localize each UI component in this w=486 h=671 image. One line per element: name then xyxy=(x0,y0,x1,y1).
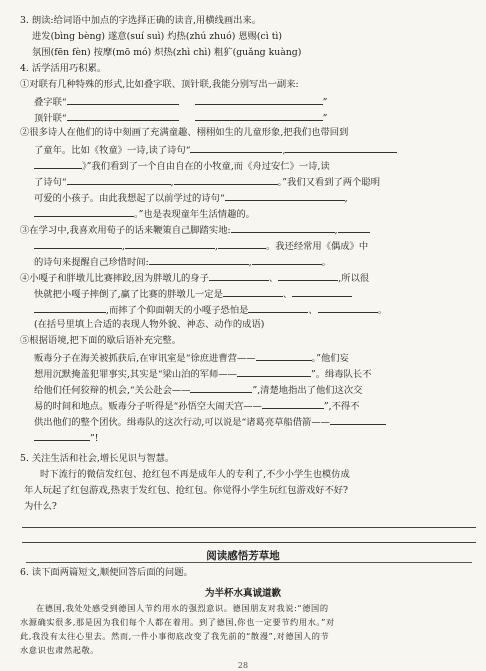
answer-line[interactable] xyxy=(22,527,476,528)
q4-s5-l6-text: 供出他们的整个团伙。缉毒队的这次行动,可以说是“诸葛亮草船借箭—— xyxy=(34,417,330,428)
answer-blank[interactable] xyxy=(125,238,215,249)
answer-blank[interactable] xyxy=(190,382,252,393)
answer-blank[interactable] xyxy=(67,174,171,185)
q5-l1: 时下流行的微信发红包、抢红包不再是成年人的专利了,不少小学生也模仿成 xyxy=(40,469,350,480)
section-divider xyxy=(26,562,472,563)
answer-blank[interactable] xyxy=(34,238,122,249)
quote-close: ” xyxy=(322,97,328,108)
q4-s5-l2-tail: 。”他们妄 xyxy=(311,353,349,364)
q4-s5-l4-text: 给他们任何狡辩的机会,“关公赴会—— xyxy=(34,385,191,396)
q4-s5-l5 xyxy=(34,398,478,414)
answer-blank[interactable] xyxy=(223,286,283,297)
q4-s4-hint: (在括号里填上合适的表现人物外貌、神态、动作的成语) xyxy=(34,319,265,330)
answer-blank[interactable] xyxy=(330,414,386,425)
article-p4: 水意识也肃然起敬。 xyxy=(20,645,100,655)
article-title: 为半杯水真诚道歉 xyxy=(204,588,281,599)
q4-s2-l5-text: 可爱的小孩子。由此我想起了以前学过的诗句“ xyxy=(34,193,225,204)
answer-line[interactable] xyxy=(22,542,476,543)
answer-blank[interactable] xyxy=(225,190,345,201)
q4-s5-l4-tail: ”,清楚地指出了他们这次交 xyxy=(252,385,363,396)
q4-s3-l1-text: ③在学习中,我喜欢用荀子的话来鞭策自己脚踏实地: xyxy=(20,225,231,236)
q4-s1-intro: ①对联有几种特殊的形式,比如叠字联、顶针联,我能分别写出一副来: xyxy=(20,79,299,90)
article-p2: 水源确实很多,那是因为我们每个人都在着用。到了德国,你也一定要节约用水。”对 xyxy=(20,617,335,627)
answer-blank[interactable] xyxy=(34,158,82,169)
q4-s1-a-line xyxy=(34,94,478,110)
q4-s5-l3 xyxy=(34,366,478,382)
q4-s1-a-label: 叠字联“ xyxy=(34,97,67,108)
q4-s2-l6-text: 。”也是表现童年生活情趣的。 xyxy=(134,209,255,220)
answer-blank[interactable] xyxy=(174,174,278,185)
quote-close: ” xyxy=(322,113,328,124)
answer-blank[interactable] xyxy=(34,206,134,217)
answer-blank[interactable] xyxy=(248,302,308,313)
q4-s5-l2 xyxy=(34,350,478,366)
article-p3: 此,我没有太往心里去。然而,一件小事彻底改变了我先前的“散漫”,对德国人的节 xyxy=(20,631,330,641)
q4-s5-l3-tail: ”。缉毒队长不 xyxy=(310,369,372,380)
answer-blank[interactable] xyxy=(278,270,338,281)
q4-s4-l3: ,而摔了个仰面朝天的小嘎子恐怕是 、 。 xyxy=(34,302,478,318)
q4-s4-l2-text: 快就把小嘎子摔倒了,赢了比赛的胖墩儿一定是 xyxy=(34,289,223,300)
q6-title: 6. 读下面两篇短文,顺便回答后面的问题。 xyxy=(20,567,193,578)
q4-s4-l1-text: ④小嘎子和胖墩儿比赛摔跤,因为胖墩儿的身子 xyxy=(20,273,209,284)
answer-blank[interactable] xyxy=(34,430,90,441)
q4-s5-l2-text: 贩毒分子在海关被抓获后,在审讯室是“徐庶进曹营—— xyxy=(34,353,256,364)
q4-s5-l7-text: ”! xyxy=(90,433,99,444)
answer-blank[interactable] xyxy=(67,94,179,105)
q5-l2: 年人玩起了红包游戏,热衷于发红包、抢红包。你觉得小学生玩红包游戏好不好? xyxy=(24,485,349,496)
q4-s1-b-label: 顶针联“ xyxy=(34,113,67,124)
q4-s2-l4-tail: 。”我们又看到了两个聪明 xyxy=(277,177,380,188)
q3-row2: 氛围(fēn fèn) 按摩(mō mó) 炽热(zhì chì) 粗犷(guǎng kuàng) xyxy=(32,47,302,58)
q4-s5-l4 xyxy=(34,382,478,398)
q4-s4-l1: ④小嘎子和胖墩儿比赛摔跤,因为胖墩儿的身子 、 ,所以很 xyxy=(20,270,478,286)
answer-blank[interactable] xyxy=(231,222,335,233)
answer-blank[interactable] xyxy=(218,238,266,249)
q4-s2-l2-text: 了童年。比如《牧童》一诗,读了诗句“ xyxy=(34,145,191,156)
answer-blank[interactable] xyxy=(34,302,106,313)
q4-s5-l7 xyxy=(34,430,478,446)
q4-s2-l4-text: 了诗句“ xyxy=(34,177,67,188)
article-p1: 在德国,我处处感受到德国人节约用水的强烈意识。德国朋友对我说:“德国的 xyxy=(36,603,329,613)
q4-s1-b-line xyxy=(34,110,478,126)
q4-s5-l5-text: 易的时间和地点。贩毒分子听得是“孙悟空大闹天宫—— xyxy=(34,401,262,412)
answer-blank[interactable] xyxy=(292,286,352,297)
q4-s2-l3 xyxy=(34,158,478,174)
q4-s2-l5: 可爱的小孩子。由此我想起了以前学过的诗句“ , xyxy=(34,190,478,206)
q4-s5-title: ⑤根据语境,把下面的歇后语补充完整。 xyxy=(20,335,182,346)
q4-s2-l3-text: 》”我们看到了一个自由自在的小牧童,而《舟过安仁》一诗,读 xyxy=(82,161,330,172)
q4-s3-l2: , , 。我还经常用《偶成》中 xyxy=(34,238,478,254)
q4-s3-l3: 的诗句来提醒自己珍惜时间: , 。 xyxy=(34,254,478,270)
q4-s2-l2: 了童年。比如《牧童》一诗,读了诗句“ , xyxy=(34,142,478,158)
q4-s4-l3-text: ,而摔了个仰面朝天的小嘎子恐怕是 xyxy=(106,305,249,316)
q4-s5-l3-text: 想用沉默掩盖犯罪事实,其实是“梁山泊的军师—— xyxy=(34,369,237,380)
q4-s4-l1-tail: ,所以很 xyxy=(338,273,370,284)
answer-blank[interactable] xyxy=(256,350,312,361)
q4-title: 4. 活学活用巧积累。 xyxy=(20,63,107,74)
answer-blank[interactable] xyxy=(252,254,322,265)
q4-s2-l1: ②很多诗人在他们的诗中刻画了充满童趣、栩栩如生的儿童形象,把我们也带回到 xyxy=(20,127,349,138)
answer-blank[interactable] xyxy=(262,398,324,409)
q4-s5-l6 xyxy=(34,414,478,430)
answer-blank[interactable] xyxy=(195,110,323,121)
q4-s3-l3-text: 的诗句来提醒自己珍惜时间: xyxy=(34,257,149,268)
q5-l3: 为什么? xyxy=(24,501,57,512)
q4-s3-l2-text: 。我还经常用《偶成》中 xyxy=(265,241,369,252)
section-title: 阅读感悟芳草地 xyxy=(206,550,280,562)
q4-s2-l4: 了诗句“ , 。”我们又看到了两个聪明 xyxy=(34,174,478,190)
answer-blank[interactable] xyxy=(237,366,311,377)
answer-blank[interactable] xyxy=(190,142,282,153)
answer-blank[interactable] xyxy=(285,142,397,153)
q4-s4-l2: 快就把小嘎子摔倒了,赢了比赛的胖墩儿一定是 、 xyxy=(34,286,478,302)
answer-blank[interactable] xyxy=(338,222,370,233)
answer-blank[interactable] xyxy=(67,110,179,121)
q3-row1: 进发(bìng bèng) 遂意(suí suì) 灼热(zhú zhuó) 恩赐(cì tì) xyxy=(32,31,283,42)
answer-blank[interactable] xyxy=(318,302,378,313)
answer-blank[interactable] xyxy=(195,94,323,105)
q4-s3-l1: ③在学习中,我喜欢用荀子的话来鞭策自己脚踏实地: , xyxy=(20,222,478,238)
q4-s5-l5-tail: ”,不得不 xyxy=(323,401,360,412)
page-number: 28 xyxy=(237,661,249,670)
q4-s2-l6 xyxy=(34,206,478,222)
q5-title: 5. 关注生活和社会,增长见识与智慧。 xyxy=(20,453,175,464)
answer-blank[interactable] xyxy=(209,270,269,281)
q3-title: 3. 朗读:给词语中加点的字选择正确的读音,用横线画出来。 xyxy=(20,15,262,26)
answer-blank[interactable] xyxy=(149,254,249,265)
